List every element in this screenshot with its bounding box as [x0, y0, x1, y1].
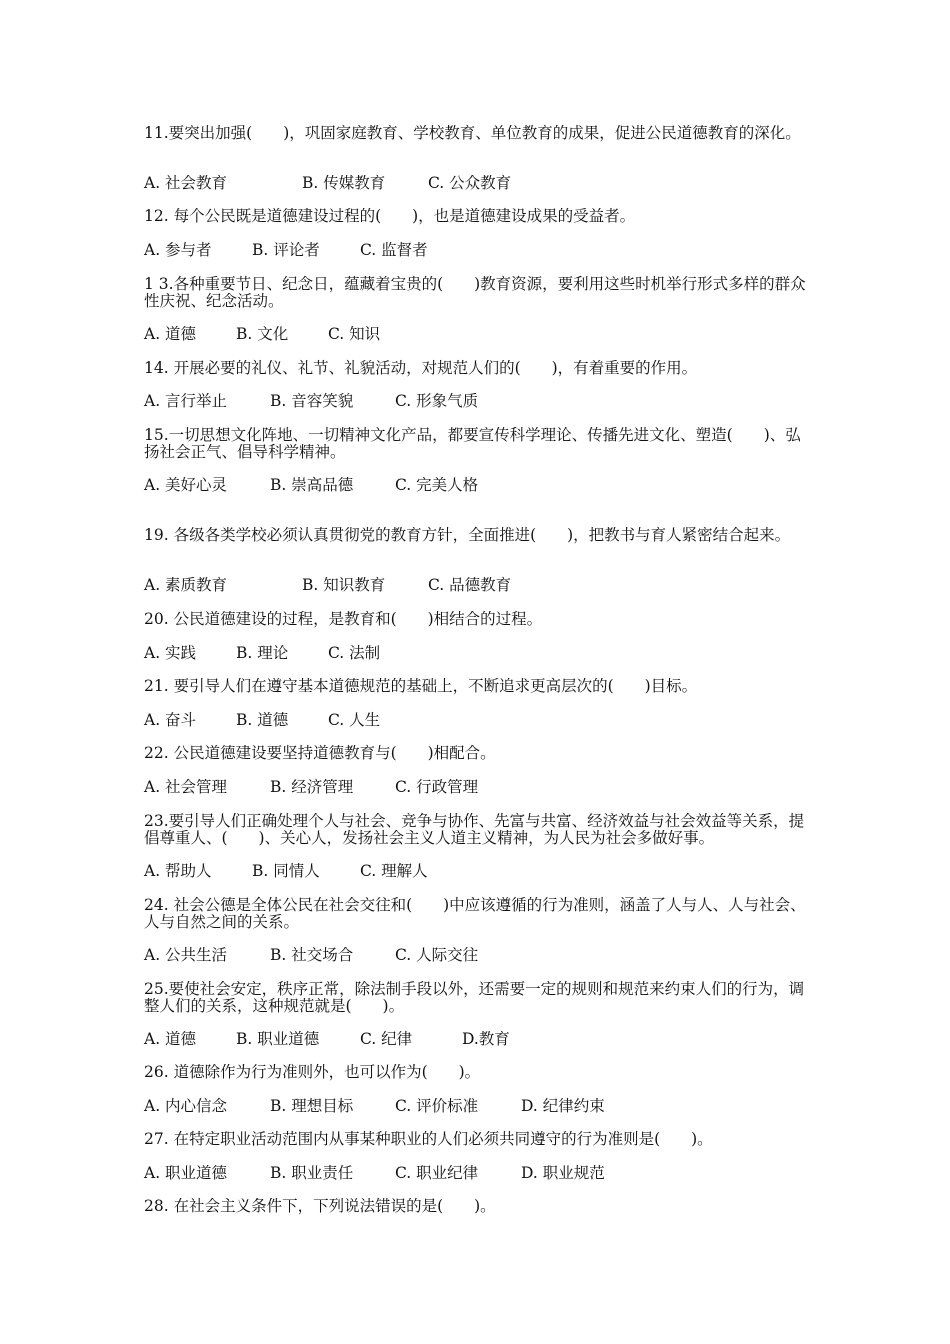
option-c: C. 公众教育 — [428, 174, 512, 192]
question-14: 14. 开展必要的礼仪、礼节、礼貌活动，对规范人们的( )，有着重要的作用。 — [144, 359, 698, 377]
option-c: C. 理解人 — [360, 862, 428, 880]
option-c: C. 法制 — [328, 644, 381, 662]
option-c: C. 人际交往 — [395, 946, 479, 964]
option-c: C. 知识 — [328, 325, 381, 343]
option-c: C. 形象气质 — [395, 392, 479, 410]
option-b: B. 知识教育 — [302, 576, 386, 594]
question-19: 19. 各级各类学校必须认真贯彻党的教育方针，全面推进( )，把教书与育人紧密结合起来。 — [144, 526, 791, 544]
question-28: 28. 在社会主义条件下，下列说法错误的是( )。 — [144, 1197, 496, 1215]
question-25: 25.要使社会安定，秩序正常，除法制手段以外，还需要一定的规则和规范来约束人们的行为，调整人们的关系，这种规范就是( )。 — [144, 980, 805, 1015]
question-24: 24. 社会公德是全体公民在社会交往和( )中应该遵循的行为准则，涵盖了人与人、人与社会、人与自然之间的关系。 — [144, 896, 806, 931]
option-b: B. 经济管理 — [270, 778, 354, 796]
question-21: 21. 要引导人们在遵守基本道德规范的基础上，不断追求更高层次的( )目标。 — [144, 677, 698, 695]
option-c: C. 职业纪律 — [395, 1164, 479, 1182]
option-a: A. 言行举止 — [144, 392, 228, 410]
option-a: A. 道德 — [144, 1030, 197, 1048]
question-27: 27. 在特定职业活动范围内从事某种职业的人们必须共同遵守的行为准则是( )。 — [144, 1130, 713, 1148]
option-a: A. 公共生活 — [144, 946, 228, 964]
option-d: D. 职业规范 — [521, 1164, 605, 1182]
option-c: C. 完美人格 — [395, 476, 479, 494]
option-a: A. 参与者 — [144, 241, 212, 259]
option-b: B. 同情人 — [252, 862, 320, 880]
option-c: C. 纪律 — [360, 1030, 413, 1048]
option-b: B. 传媒教育 — [302, 174, 386, 192]
option-a: A. 素质教育 — [144, 576, 228, 594]
question-22: 22. 公民道德建设要坚持道德教育与( )相配合。 — [144, 744, 496, 762]
option-c: C. 行政管理 — [395, 778, 479, 796]
option-c: C. 人生 — [328, 711, 381, 729]
option-a: A. 美好心灵 — [144, 476, 228, 494]
option-c: C. 监督者 — [360, 241, 428, 259]
option-b: B. 文化 — [236, 325, 289, 343]
option-b: B. 崇高品德 — [270, 476, 354, 494]
question-23: 23.要引导人们正确处理个人与社会、竞争与协作、先富与共富、经济效益与社会效益等关系，提倡尊重人、( )、关心人，发扬社会主义人道主义精神，为人民为社会多做好事。 — [144, 812, 805, 847]
option-a: A. 帮助人 — [144, 862, 212, 880]
option-b: B. 职业责任 — [270, 1164, 354, 1182]
option-a: A. 社会教育 — [144, 174, 228, 192]
question-15: 15.一切思想文化阵地、一切精神文化产品，都要宣传科学理论、传播先进文化、塑造( )、弘扬社会正气、倡导科学精神。 — [144, 426, 801, 461]
question-11: 11.要突出加强( )，巩固家庭教育、学校教育、单位教育的成果，促进公民道德教育的深化。 — [144, 124, 801, 142]
option-c: C. 品德教育 — [428, 576, 512, 594]
option-a: A. 奋斗 — [144, 711, 197, 729]
option-b: B. 理论 — [236, 644, 289, 662]
option-a: A. 职业道德 — [144, 1164, 228, 1182]
option-b: B. 道德 — [236, 711, 289, 729]
option-b: B. 社交场合 — [270, 946, 354, 964]
option-d: D. 纪律约束 — [521, 1097, 605, 1115]
question-13: 1 3.各种重要节日、纪念日，蕴藏着宝贵的( )教育资源，要利用这些时机举行形式多样的群众性庆祝、纪念活动。 — [144, 275, 806, 310]
question-20: 20. 公民道德建设的过程，是教育和( )相结合的过程。 — [144, 610, 543, 628]
question-26: 26. 道德除作为行为准则外，也可以作为( )。 — [144, 1063, 481, 1081]
option-b: B. 理想目标 — [270, 1097, 354, 1115]
option-c: C. 评价标准 — [395, 1097, 479, 1115]
option-b: B. 职业道德 — [236, 1030, 320, 1048]
option-d: D.教育 — [462, 1030, 510, 1048]
option-b: B. 评论者 — [252, 241, 320, 259]
question-12: 12. 每个公民既是道德建设过程的( )，也是道德建设成果的受益者。 — [144, 207, 636, 225]
option-b: B. 音容笑貌 — [270, 392, 354, 410]
option-a: A. 道德 — [144, 325, 197, 343]
option-a: A. 实践 — [144, 644, 197, 662]
option-a: A. 社会管理 — [144, 778, 228, 796]
option-a: A. 内心信念 — [144, 1097, 228, 1115]
